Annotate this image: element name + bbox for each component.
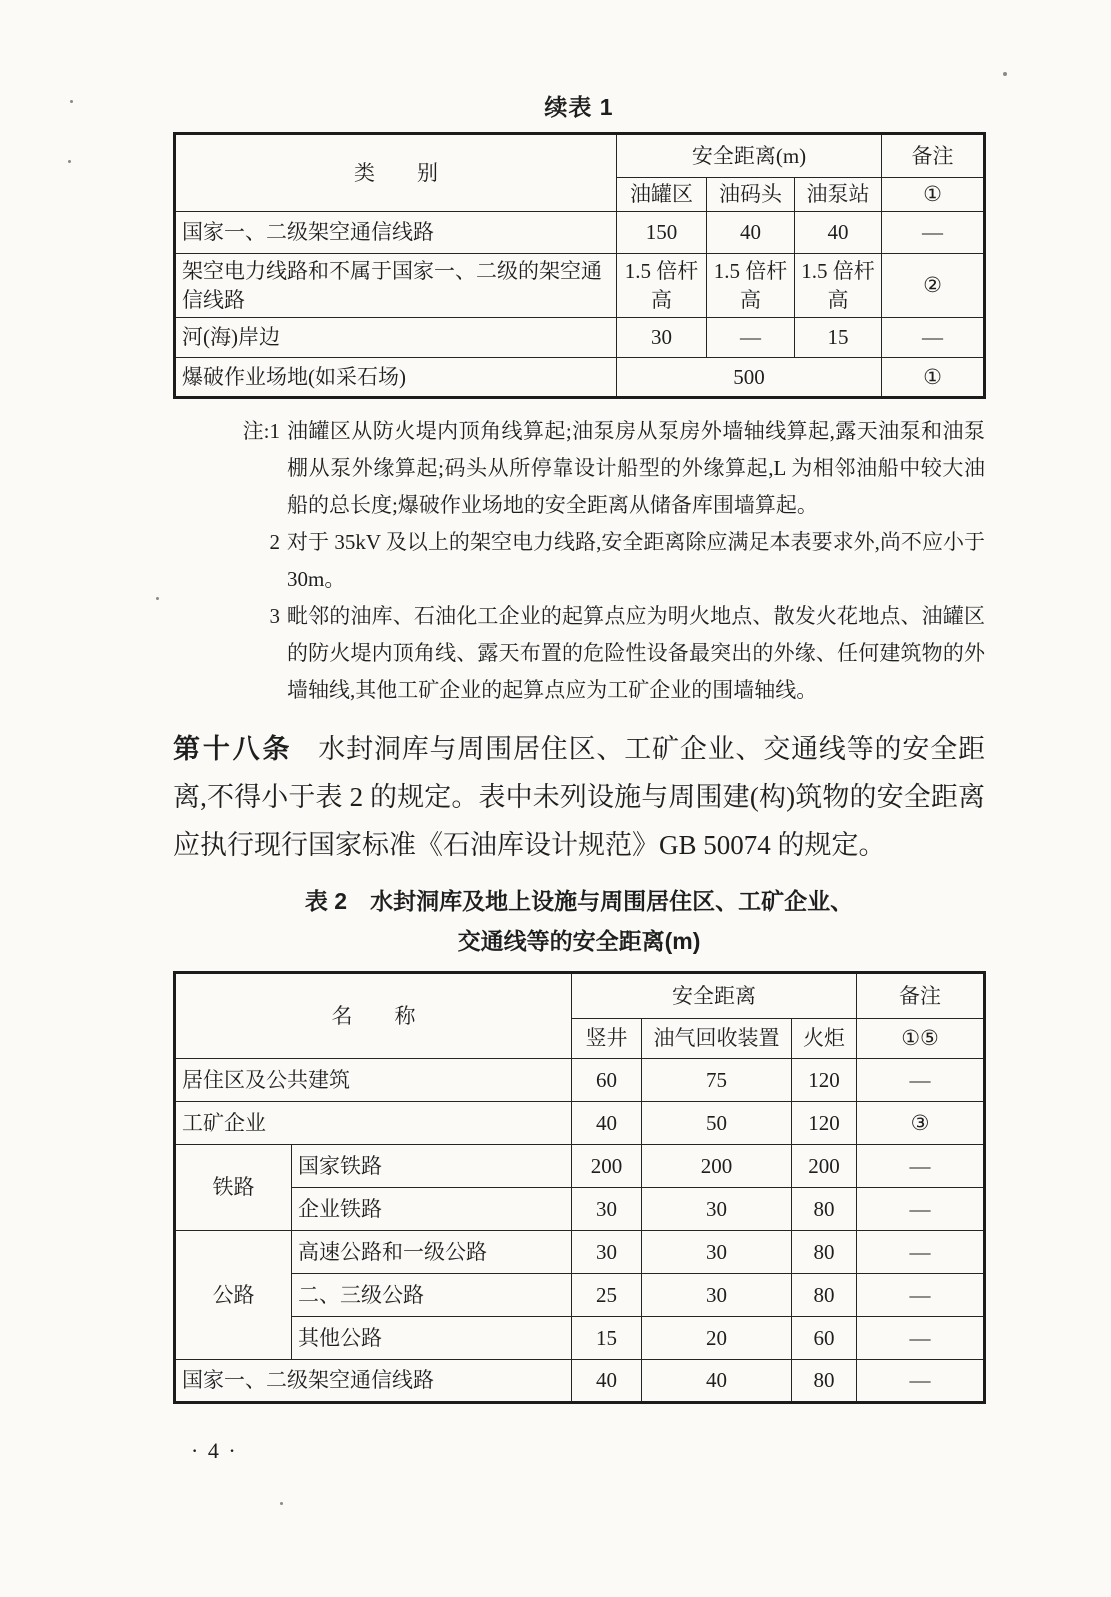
table2-subheader-note-symbol: ①⑤ [857,1019,985,1059]
scan-speck [1003,72,1007,76]
table1-subheader-tank-area: 油罐区 [617,178,707,212]
table1-header-note: 备注 [882,134,985,178]
table1-header-category: 类 别 [175,134,617,212]
value-cell: 500 [617,358,882,398]
value-cell: 25 [572,1274,642,1317]
value-cell: 1.5 倍杆高 [617,254,707,318]
value-cell: 20 [642,1317,792,1360]
table2-row-residential [175,1059,985,1102]
value-cell: 40 [707,212,795,254]
note-cell: — [857,1317,985,1360]
table2-header-note: 备注 [857,973,985,1019]
table1-safety-distance-table [173,132,986,399]
value-cell: 75 [642,1059,792,1102]
value-cell: 200 [642,1145,792,1188]
value-cell: 30 [642,1188,792,1231]
category-cell: 架空电力线路和不属于国家一、二级的架空通信线路 [175,254,617,318]
value-cell: 30 [642,1231,792,1274]
table2-caption [173,881,985,961]
value-cell: 200 [792,1145,857,1188]
scan-speck [70,100,73,103]
table2-caption-line1: 表 2 水封洞库及地上设施与周围居住区、工矿企业、 [304,888,854,914]
value-cell: 30 [572,1188,642,1231]
table1-row-blasting-site [175,358,985,398]
note-item-2 [239,524,985,598]
table1-subheader-pump-station: 油泵站 [795,178,882,212]
article-18-text: 水封洞库与周围居住区、工矿企业、交通线等的安全距离,不得小于表 2 的规定。表中未列设施与周围建(构)筑物的安全距离应执行现行国家标准《石油库设计规范》GB 50074 的规定。 [173,734,986,860]
value-cell: 80 [792,1231,857,1274]
table1-notes [173,413,985,709]
value-cell: 1.5 倍杆高 [795,254,882,318]
scan-speck [68,160,71,163]
value-cell: 40 [572,1360,642,1403]
value-cell: 30 [642,1274,792,1317]
name-cell: 高速公路和一级公路 [292,1231,572,1274]
value-cell: 60 [572,1059,642,1102]
value-cell: 15 [572,1317,642,1360]
note-text: 对于 35kV 及以上的架空电力线路,安全距离除应满足本表要求外,尚不应小于 30m。 [287,530,985,591]
name-cell: 二、三级公路 [292,1274,572,1317]
value-cell: 30 [617,318,707,358]
name-cell: 企业铁路 [292,1188,572,1231]
note-label: 3 [269,604,280,628]
note-text: 油罐区从防火堤内顶角线算起;油泵房从泵房外墙轴线算起,露天油泵和油泵棚从泵外缘算起;码头从所停靠设计船型的外缘算起,L 为相邻油船中较大油船的总长度;爆破作业场地的安全距离从储备库围墙算起。 [287,419,985,517]
scan-speck [156,597,159,600]
note-cell: — [882,212,985,254]
value-cell: 40 [572,1102,642,1145]
value-cell: 30 [572,1231,642,1274]
note-item-1 [239,413,985,524]
table2-subheader-flare: 火炬 [792,1019,857,1059]
table2-header-row-1 [175,973,985,1019]
category-cell: 国家一、二级架空通信线路 [175,212,617,254]
value-cell: 40 [795,212,882,254]
note-cell: ① [882,358,985,398]
table2-header-name: 名 称 [175,973,572,1059]
table1-subheader-note-symbol: ① [882,178,985,212]
page-number: · 4 · [191,1438,238,1463]
table2-row-enterprise-railway [175,1188,985,1231]
table1-header-row-1 [175,134,985,178]
table2-header-distance: 安全距离 [572,973,857,1019]
table1-row-comm-lines [175,212,985,254]
table1-header-distance: 安全距离(m) [617,134,882,178]
value-cell: 80 [792,1360,857,1403]
note-text: 毗邻的油库、石油化工企业的起算点应为明火地点、散发火花地点、油罐区的防火堤内顶角线、露天布置的危险性设备最突出的外缘、任何建筑物的外墙轴线,其他工矿企业的起算点应为工矿企业的围墙轴线。 [287,604,985,702]
note-cell: — [857,1188,985,1231]
value-cell: 80 [792,1274,857,1317]
note-label: 注:1 [242,419,280,443]
value-cell: 80 [792,1188,857,1231]
value-cell: 15 [795,318,882,358]
note-cell: — [857,1360,985,1403]
note-cell: — [882,318,985,358]
note-cell: — [857,1145,985,1188]
table2-subheader-shaft: 竖井 [572,1019,642,1059]
value-cell: — [707,318,795,358]
group-cell-highway: 公路 [175,1231,292,1360]
table2-row-industrial [175,1102,985,1145]
value-cell: 150 [617,212,707,254]
table1-subheader-oil-dock: 油码头 [707,178,795,212]
value-cell: 200 [572,1145,642,1188]
table2-row-comm-lines [175,1360,985,1403]
value-cell: 120 [792,1059,857,1102]
table2-caption-line2: 交通线等的安全距离(m) [457,928,701,954]
note-label: 2 [269,530,280,554]
scan-speck [280,1502,283,1505]
page-content [173,0,985,1464]
table2-row-other-road [175,1317,985,1360]
value-cell: 40 [642,1360,792,1403]
note-item-3 [239,598,985,709]
name-cell: 国家一、二级架空通信线路 [175,1360,572,1403]
name-cell: 工矿企业 [175,1102,572,1145]
table2-row-expressway [175,1231,985,1274]
value-cell: 120 [792,1102,857,1145]
article-18-heading: 第十八条 [173,734,293,764]
note-cell: ② [882,254,985,318]
table1-row-riverbank [175,318,985,358]
note-cell: ③ [857,1102,985,1145]
value-cell: 1.5 倍杆高 [707,254,795,318]
category-cell: 爆破作业场地(如采石场) [175,358,617,398]
value-cell: 60 [792,1317,857,1360]
group-cell-railway: 铁路 [175,1145,292,1231]
table1-continued-caption: 续表 1 [544,94,614,120]
article-18-paragraph [173,725,985,869]
name-cell: 其他公路 [292,1317,572,1360]
table2-row-secondary-road [175,1274,985,1317]
table2-cavern-safety-distance-table [173,971,986,1404]
category-cell: 河(海)岸边 [175,318,617,358]
note-cell: — [857,1059,985,1102]
note-cell: — [857,1274,985,1317]
table2-subheader-vapor-recovery: 油气回收装置 [642,1019,792,1059]
name-cell: 国家铁路 [292,1145,572,1188]
value-cell: 50 [642,1102,792,1145]
name-cell: 居住区及公共建筑 [175,1059,572,1102]
table2-row-national-railway [175,1145,985,1188]
table1-row-power-lines [175,254,985,318]
note-cell: — [857,1231,985,1274]
